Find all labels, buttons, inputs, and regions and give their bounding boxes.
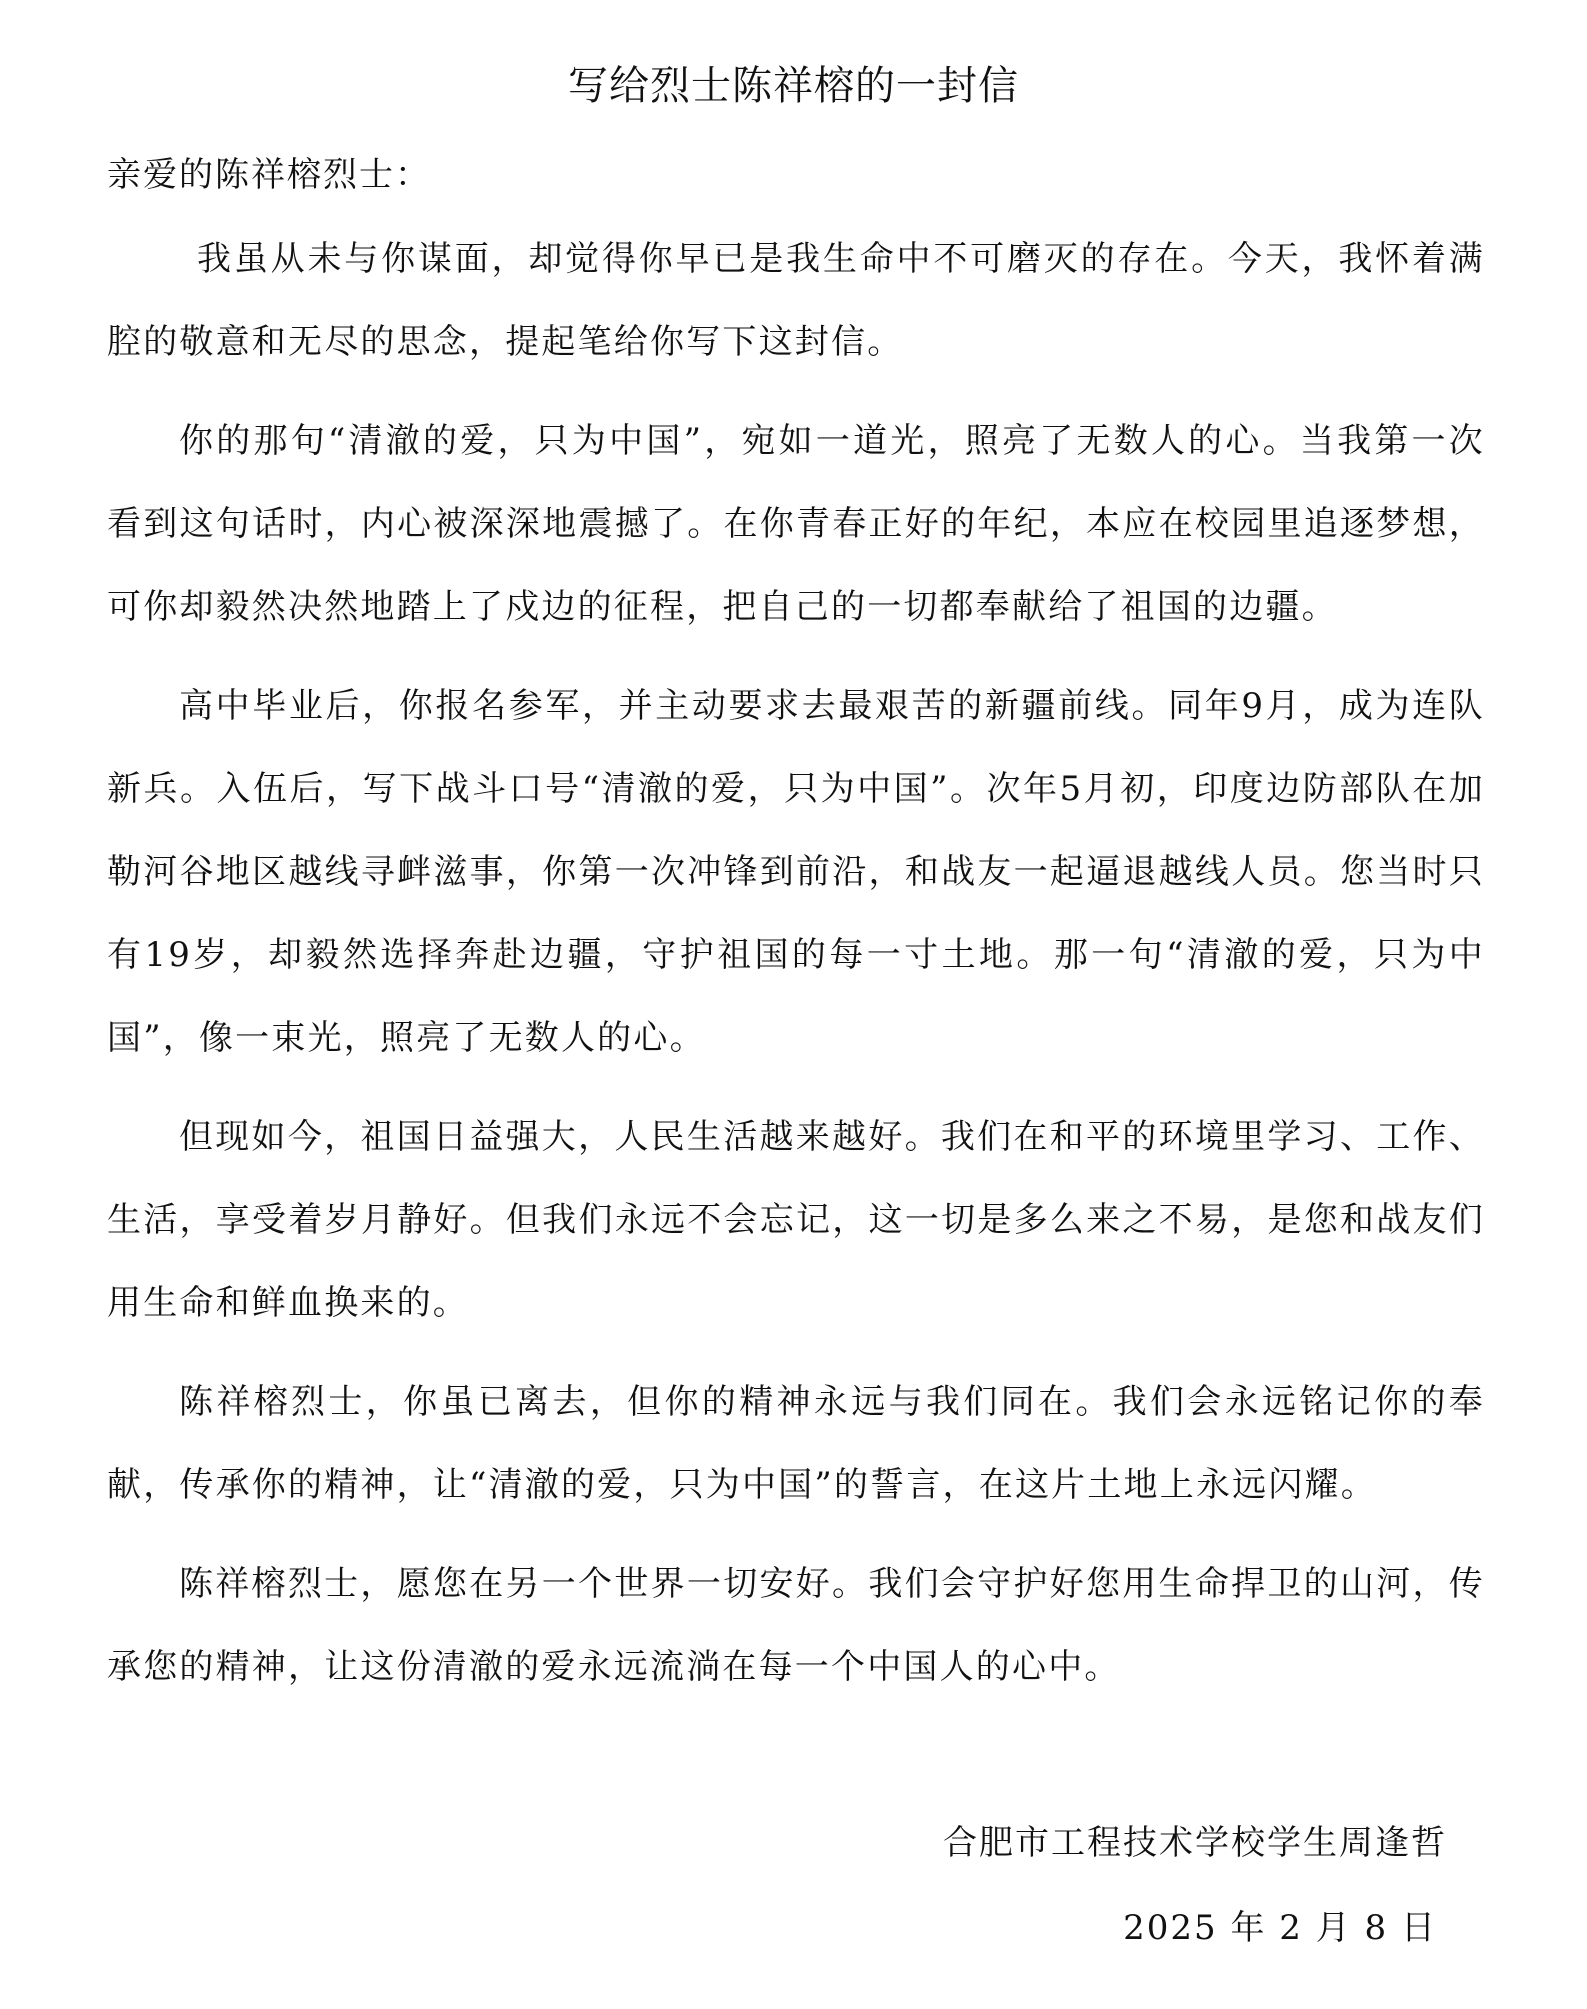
salutation: 亲爱的陈祥榕烈士： <box>107 155 431 195</box>
paragraph-2: 你的那句“清澈的爱，只为中国”，宛如一道光，照亮了无数人的心。当我第一次看到这句话时，内心被深深地震撼了。在你青春正好的年纪，本应在校园里追逐梦想，可你却毅然决然地踏上了戍边的征程，把自己的一切都奉献给了祖国的边疆。 <box>107 421 1485 627</box>
letter-body <box>107 218 1485 1725</box>
letter-title: 写给烈士陈祥榕的一封信 <box>568 63 1019 109</box>
paragraph-3: 高中毕业后，你报名参军，并主动要求去最艰苦的新疆前线。同年9月，成为连队新兵。入伍后，写下战斗口号“清澈的爱，只为中国”。次年5月初，印度边防部队在加勒河谷地区越线寻衅滋事，你第一次冲锋到前沿，和战友一起逼退越线人员。您当时只有19岁，却毅然选择奔赴边疆，守护祖国的每一寸土地。那一句“清澈的爱，只为中国”，像一束光，照亮了无数人的心。 <box>107 686 1485 1058</box>
date: 2025 年 2 月 8 日 <box>1123 1908 1437 1948</box>
paragraph-4: 但现如今，祖国日益强大，人民生活越来越好。我们在和平的环境里学习、工作、生活，享受着岁月静好。但我们永远不会忘记，这一切是多么来之不易，是您和战友们用生命和鲜血换来的。 <box>107 1117 1485 1323</box>
signature: 合肥市工程技术学校学生周逢哲 <box>943 1823 1447 1863</box>
paragraph-5: 陈祥榕烈士，你虽已离去，但你的精神永远与我们同在。我们会永远铭记你的奉献，传承你的精神，让“清澈的爱，只为中国”的誓言，在这片土地上永远闪耀。 <box>107 1382 1485 1505</box>
paragraph-6: 陈祥榕烈士，愿您在另一个世界一切安好。我们会守护好您用生命捍卫的山河，传承您的精神，让这份清澈的爱永远流淌在每一个中国人的心中。 <box>107 1564 1485 1687</box>
paragraph-1: 我虽从未与你谋面，却觉得你早已是我生命中不可磨灭的存在。今天，我怀着满腔的敬意和无尽的思念，提起笔给你写下这封信。 <box>107 239 1485 362</box>
